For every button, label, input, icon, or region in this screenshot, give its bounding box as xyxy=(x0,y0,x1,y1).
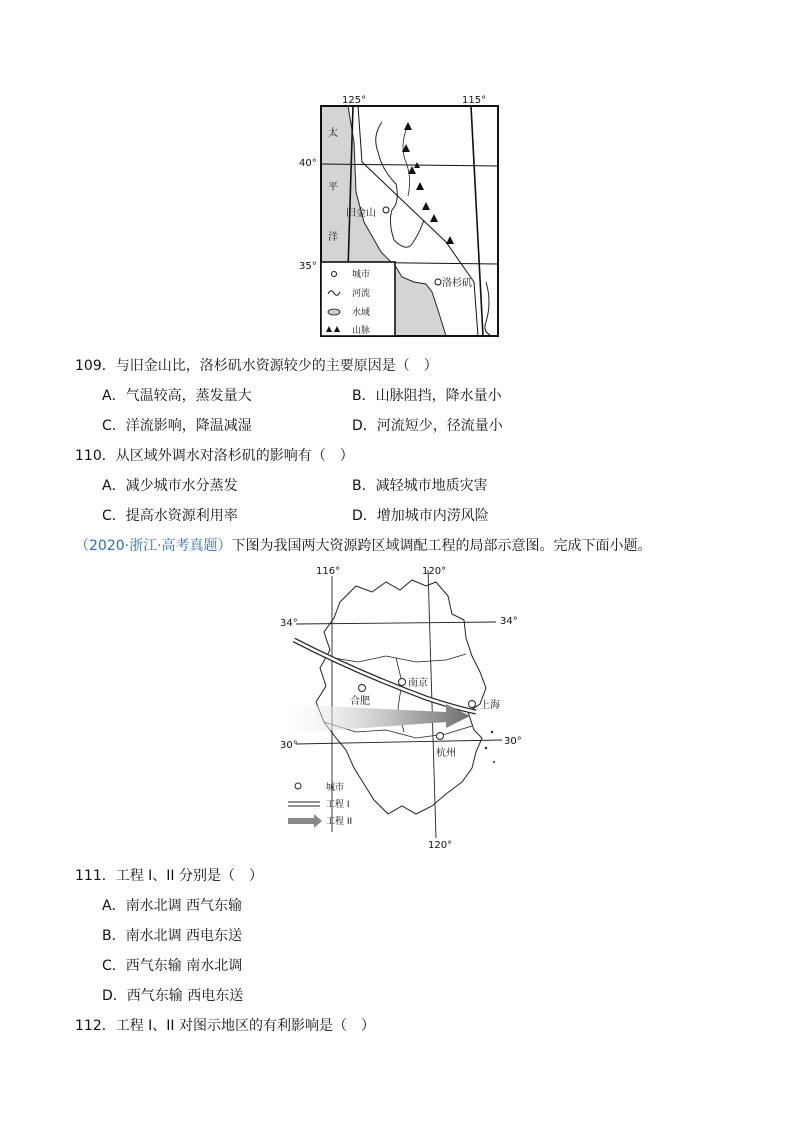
lat-label-34-left: 34° xyxy=(280,618,298,629)
legend-project2-icon xyxy=(288,814,322,828)
ocean-char-3: 洋 xyxy=(328,232,338,243)
ocean-char-2: 平 xyxy=(328,182,338,193)
city-label-shanghai: 上海 xyxy=(480,700,500,711)
question-111-stem: 111．工程 I、II 分别是（ ） xyxy=(75,868,264,884)
california-map xyxy=(296,92,508,346)
legend-project1-icon xyxy=(288,802,320,806)
question-110-option-d[interactable]: D．增加城市内涝风险 xyxy=(352,508,489,524)
intro-source: （2020·浙江·高考真题） xyxy=(75,538,232,554)
question-110-option-c[interactable]: C．提高水资源利用率 xyxy=(102,508,238,524)
question-111-option-d[interactable]: D．西气东输 西电东送 xyxy=(102,988,244,1004)
question-111-option-a[interactable]: A．南水北调 西气东输 xyxy=(102,898,243,914)
lon-label-116: 116° xyxy=(316,566,341,577)
legend-city-label-2: 城市 xyxy=(326,783,345,793)
legend-project2-label: 工程 II xyxy=(326,817,353,827)
intro-text: 下图为我国两大资源跨区域调配工程的局部示意图。完成下面小题。 xyxy=(231,538,652,554)
lon-label-125: 125° xyxy=(342,95,367,106)
lat-label-40: 40° xyxy=(299,158,317,169)
legend-city-icon xyxy=(332,272,337,277)
legend-water-icon xyxy=(328,309,340,315)
city-label-los-angeles: 洛杉矶 xyxy=(442,278,472,289)
question-109-option-a[interactable]: A．气温较高，蒸发量大 xyxy=(102,388,252,404)
east-china-map xyxy=(276,562,528,852)
lat-label-34-right: 34° xyxy=(500,616,518,627)
ocean-char-1: 太 xyxy=(328,128,338,139)
question-110-stem: 110．从区域外调水对洛杉矶的影响有（ ） xyxy=(75,448,354,464)
question-109-option-b[interactable]: B．山脉阻挡，降水量小 xyxy=(352,388,502,404)
question-110-option-b[interactable]: B．减轻城市地质灾害 xyxy=(352,478,488,494)
question-112-stem: 112．工程 I、II 对图示地区的有利影响是（ ） xyxy=(75,1018,376,1034)
legend-city-icon-2 xyxy=(295,783,301,789)
city-label-hangzhou: 杭州 xyxy=(436,748,456,759)
legend-water-label: 水域 xyxy=(352,308,371,318)
question-110-option-a[interactable]: A．减少城市水分蒸发 xyxy=(102,478,238,494)
lat-label-35: 35° xyxy=(299,261,317,272)
legend-river-label: 河流 xyxy=(352,289,371,299)
question-111-option-b[interactable]: B．南水北调 西电东送 xyxy=(102,928,243,944)
city-label-hefei: 合肥 xyxy=(350,696,370,707)
question-109-stem: 109．与旧金山比，洛杉矶水资源较少的主要原因是（ ） xyxy=(75,358,438,374)
legend-city-label: 城市 xyxy=(352,270,371,280)
lon-label-115: 115° xyxy=(462,95,487,106)
question-109-option-c[interactable]: C．洋流影响，降温减湿 xyxy=(102,418,252,434)
legend-project1-label: 工程 I xyxy=(326,800,350,810)
lat-label-30-left: 30° xyxy=(280,740,298,751)
lon-label-120-bottom: 120° xyxy=(428,840,453,851)
city-label-nanjing: 南京 xyxy=(408,678,428,689)
lon-label-120-top: 120° xyxy=(422,566,447,577)
question-111-option-c[interactable]: C．西气东输 南水北调 xyxy=(102,958,243,974)
city-label-san-francisco: 旧金山 xyxy=(346,208,376,219)
intro-paragraph xyxy=(75,536,652,556)
question-109-option-d[interactable]: D．河流短少，径流量小 xyxy=(352,418,503,434)
legend-mountain-label: 山脉 xyxy=(352,326,371,336)
lat-label-30-right: 30° xyxy=(504,736,522,747)
